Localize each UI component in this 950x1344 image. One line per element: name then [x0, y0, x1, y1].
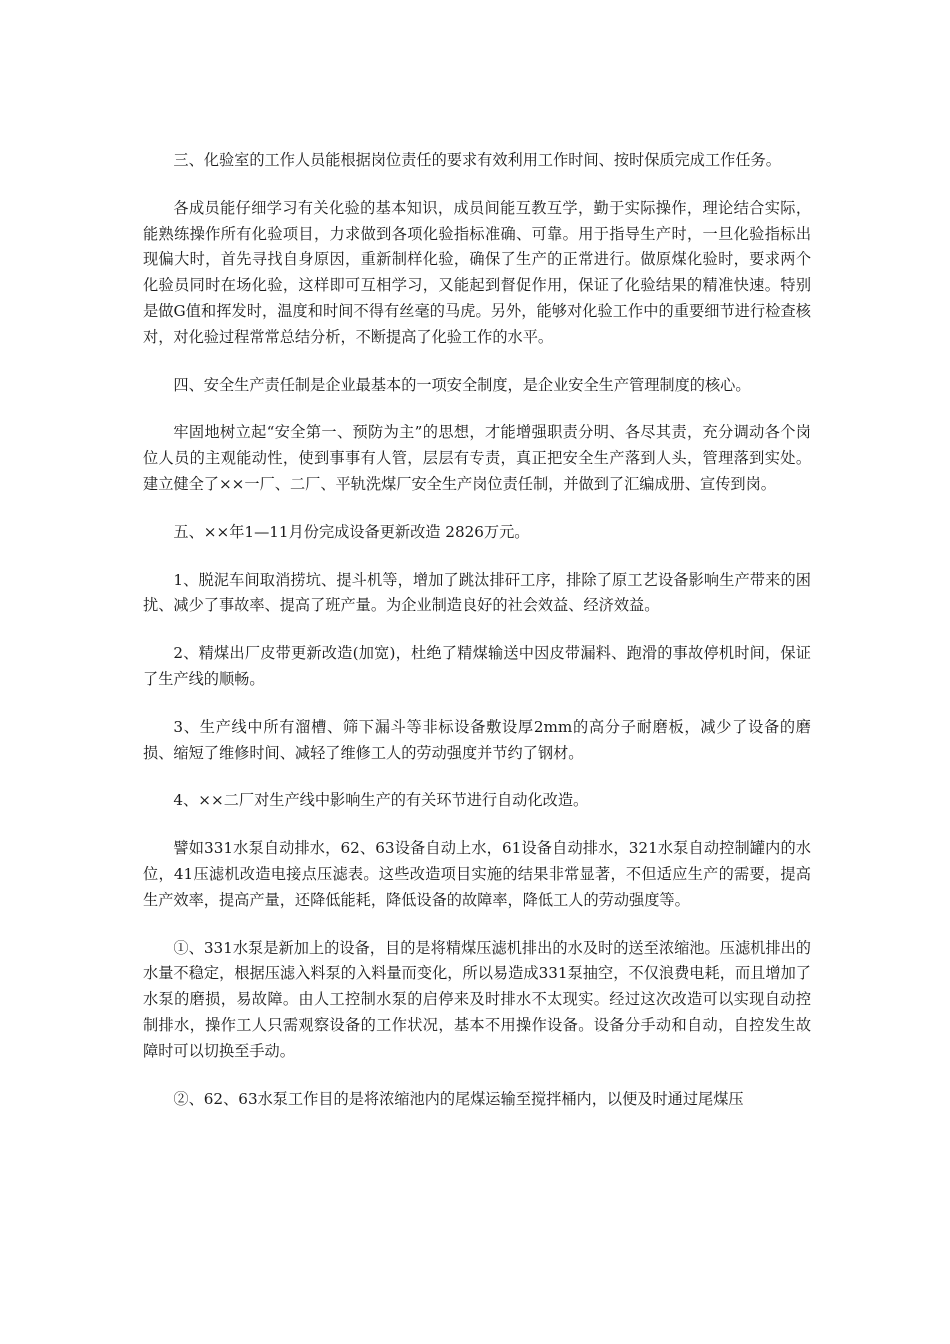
paragraph-safety-first: 牢固地树立起“安全第一、预防为主”的思想，才能增强职责分明、各尽其责，充分调动各个岗位人员的主观能动性，使到事事有人管，层层有专责，真正把安全生产落到人头，管理落到实处。建立健全了××一厂、二厂、平轨洗煤厂安全生产岗位责任制，并做到了汇编成册、宣传到岗。 [143, 423, 811, 493]
paragraph-item-1: 1、脱泥车间取消捞坑、提斗机等，增加了跳汰排矸工序，排除了原工艺设备影响生产带来的困扰、减少了事故率、提高了班产量。为企业制造良好的社会效益、经济效益。 [143, 570, 811, 615]
paragraph-pump-331: ①、331水泵是新加上的设备，目的是将精煤压滤机排出的水及时的送至浓缩池。压滤机排出的水量不稳定，根据压滤入料泵的入料量而变化，所以易造成331泵抽空，不仅浪费电耗，而且增加了水泵的磨损，易故障。由人工控制水泵的启停来及时排水不太现实。经过这次改造可以实现自动控制排水，操作工人只需观察设备的工作状况，基本不用操作设备。设备分手动和自动，自控发生故障时可以切换至手动。 [143, 938, 811, 1060]
document-body [143, 148, 811, 1134]
paragraph-section-4-heading: 四、安全生产责任制是企业最基本的一项安全制度，是企业安全生产管理制度的核心。 [173, 375, 751, 394]
paragraph-item-4: 4、××二厂对生产线中影响生产的有关环节进行自动化改造。 [173, 791, 589, 810]
paragraph-pump-62-63: ②、62、63水泵工作目的是将浓缩池内的尾煤运输至搅拌桶内，以便及时通过尾煤压 [173, 1089, 744, 1108]
paragraph-lab-members: 各成员能仔细学习有关化验的基本知识，成员间能互教互学，勤于实际操作，理论结合实际，能熟练操作所有化验项目，力求做到各项化验指标准确、可靠。用于指导生产时，一旦化验指标出现偏大时，首先寻找自身原因，重新制样化验，确保了生产的正常进行。做原煤化验时，要求两个化验员同时在场化验，这样即可互相学习，又能起到督促作用，保证了化验结果的精准快速。特别是做G值和挥发时，温度和时间不得有丝毫的马虎。另外，能够对化验工作中的重要细节进行检查核对，对化验过程常常总结分析，不断提高了化验工作的水平。 [143, 198, 811, 346]
paragraph-item-2: 2、精煤出厂皮带更新改造(加宽)，杜绝了精煤输送中因皮带漏料、跑滑的事故停机时间，保证了生产线的顺畅。 [143, 644, 811, 688]
paragraph-item-3: 3、生产线中所有溜槽、筛下漏斗等非标设备敷设厚2mm的高分子耐磨板，减少了设备的磨损、缩短了维修时间、减轻了维修工人的劳动强度并节约了钢材。 [143, 717, 811, 762]
paragraph-section-3-heading: 三、化验室的工作人员能根据岗位责任的要求有效利用工作时间、按时保质完成工作任务。 [173, 151, 781, 169]
paragraph-automation-examples: 譬如331水泵自动排水，62、63设备自动上水，61设备自动排水，321水泵自动控制罐内的水位，41压滤机改造电接点压滤表。这些改造项目实施的结果非常显著，不但适应生产的需要，提高生产效率，提高产量，还降低能耗，降低设备的故障率，降低工人的劳动强度等。 [143, 839, 811, 909]
paragraph-section-5-heading: 五、××年1—11月份完成设备更新改造 2826万元。 [173, 522, 530, 541]
